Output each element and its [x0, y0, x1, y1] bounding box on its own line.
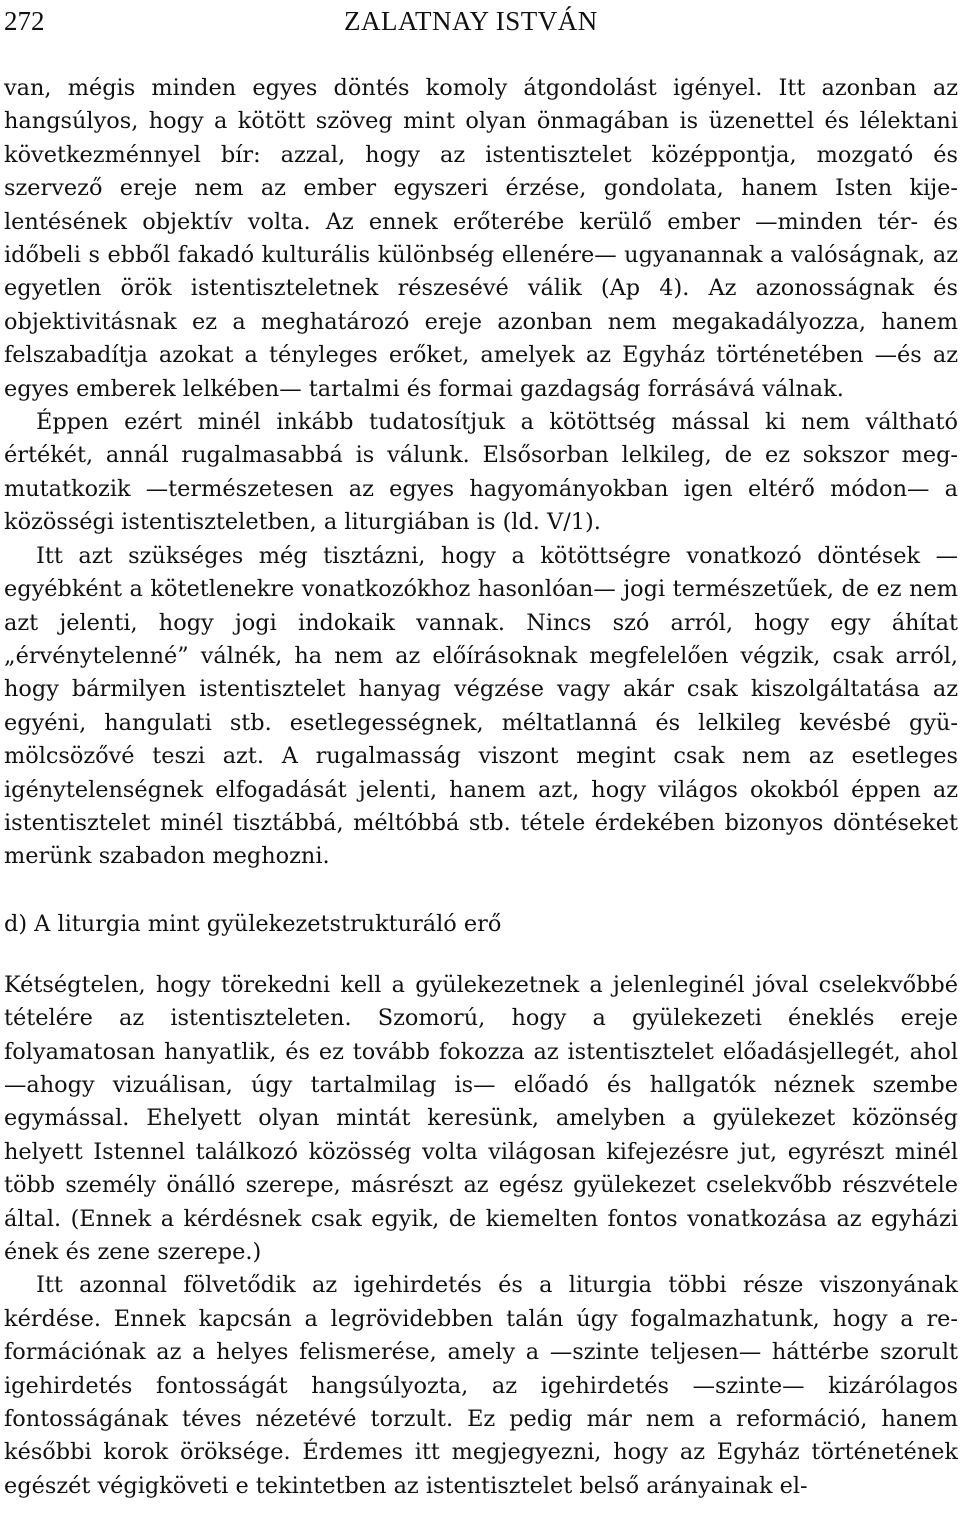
paragraph-5: Itt azonnal fölvetődik az igehirdetés és a liturgia többi része viszonyának kérdése. Ennek kapcsán a legrövidebben talán úgy fogalmazhatunk, hogy a reformációnak az a helyes felismerése, amely a —szinte teljesen— háttérbe szorult igehirdetés fontosságát hangsúlyozta, az igehirdetés —szinte— kizárólagos fontosságának téves nézetévé torzult. Ez pedig már nem a reformáció, hanem későbbi korok öröksége. Érdemes itt megjegyezni, hogy az Egyház történetének egészét végigköveti e tekintetben az istentisztelet belső arányainak el-	[4, 1272, 958, 1499]
page-header	[4, 2, 958, 42]
paragraph-4: Kétségtelen, hogy törekedni kell a gyülekezetnek a jelenleginél jóval cselekvőbbé tételére az istentiszteleten. Szomorú, hogy a gyülekezeti éneklés ereje folyamatosan hanyatlik, és ez tovább fokozza az istentisztelet előadásjellegét, ahol —ahogy vizuálisan, úgy tartalmilag is— előadó és hallgatók néznek szembe egymással. Ehelyett olyan mintát keresünk, amelyben a gyülekezet közönség helyett Istennel találkozó közösség volta világosan kifejezésre jut, egyrészt minél több személy önálló szerepe, másrészt az egész gyülekezet cselekvőbb részvétele által. (Ennek a kérdésnek csak egyik, de kiemelten fontos vonatkozása az egyházi ének és zene szerepe.)	[4, 971, 958, 1265]
paragraph-2: Éppen ezért minél inkább tudatosítjuk a kötöttség mással ki nem váltható értékét, annál rugalmasabbá is válunk. Elsősorban lelkileg, de ez sokszor megmutatkozik —természetesen az egyes hagyományokban igen eltérő módon— a közösségi istentiszteletben, a liturgiában is (ld. V/1).	[4, 409, 958, 536]
page-body	[4, 72, 958, 1503]
paragraph-3: Itt azt szükséges még tisztázni, hogy a kötöttségre vonatkozó döntések — egyébként a kötetlenekre vonatkozókhoz hasonlóan— jogi természetűek, de ez nem azt jelenti, hogy jogi indokaik vannak. Nincs szó arról, hogy egy áhítat „érvénytelenné” válnék, ha nem az előírásoknak megfelelően végzik, csak arról, hogy bármilyen istentisztelet hanyag végzése vagy akár csak kiszolgáltatása az egyéni, hangulati stb. esetlegességnek, méltatlanná és lelkileg kevésbé gyümölcsözővé teszi azt. A rugalmasság viszont megint csak nem az esetleges igénytelenségnek elfogadását jelenti, hanem azt, hogy világos okokból éppen az istentisztelet minél tisztábbá, méltóbbá stb. tétele érdekében bizonyos döntéseket merünk szabadon meghozni.	[4, 542, 958, 870]
paragraph-1: van, mégis minden egyes döntés komoly átgondolást igényel. Itt azonban az hangsúlyos, hogy a kötött szöveg mint olyan önmagában is üzenettel és lélektani következménnyel bír: azzal, hogy az istentisztelet középpontja, mozgató és szervező ereje nem az ember egyszeri érzése, gondolata, hanem Isten kijelentésének objektív volta. Az ennek erőterébe kerülő ember —minden tér- és időbeli s ebből fakadó kulturális különbség ellenére— ugyanannak a valóságnak, az egyetlen örök istentiszteletnek részesévé válik (Ap 4). Az azonosságnak és objektivitásnak ez a meghatározó ereje azonban nem megakadályozza, hanem felszabadítja azokat a tényleges erőket, amelyek az Egyház történetében —és az egyes emberek lelkében— tartalmi és formai gazdagság forrásává válnak.	[4, 75, 958, 402]
page-number: 272	[4, 6, 45, 36]
section-heading: d) A liturgia mint gyülekezetstrukturáló erő	[4, 910, 502, 937]
book-page	[4, 0, 958, 1503]
running-head-author: ZALATNAY ISTVÁN	[344, 6, 598, 36]
